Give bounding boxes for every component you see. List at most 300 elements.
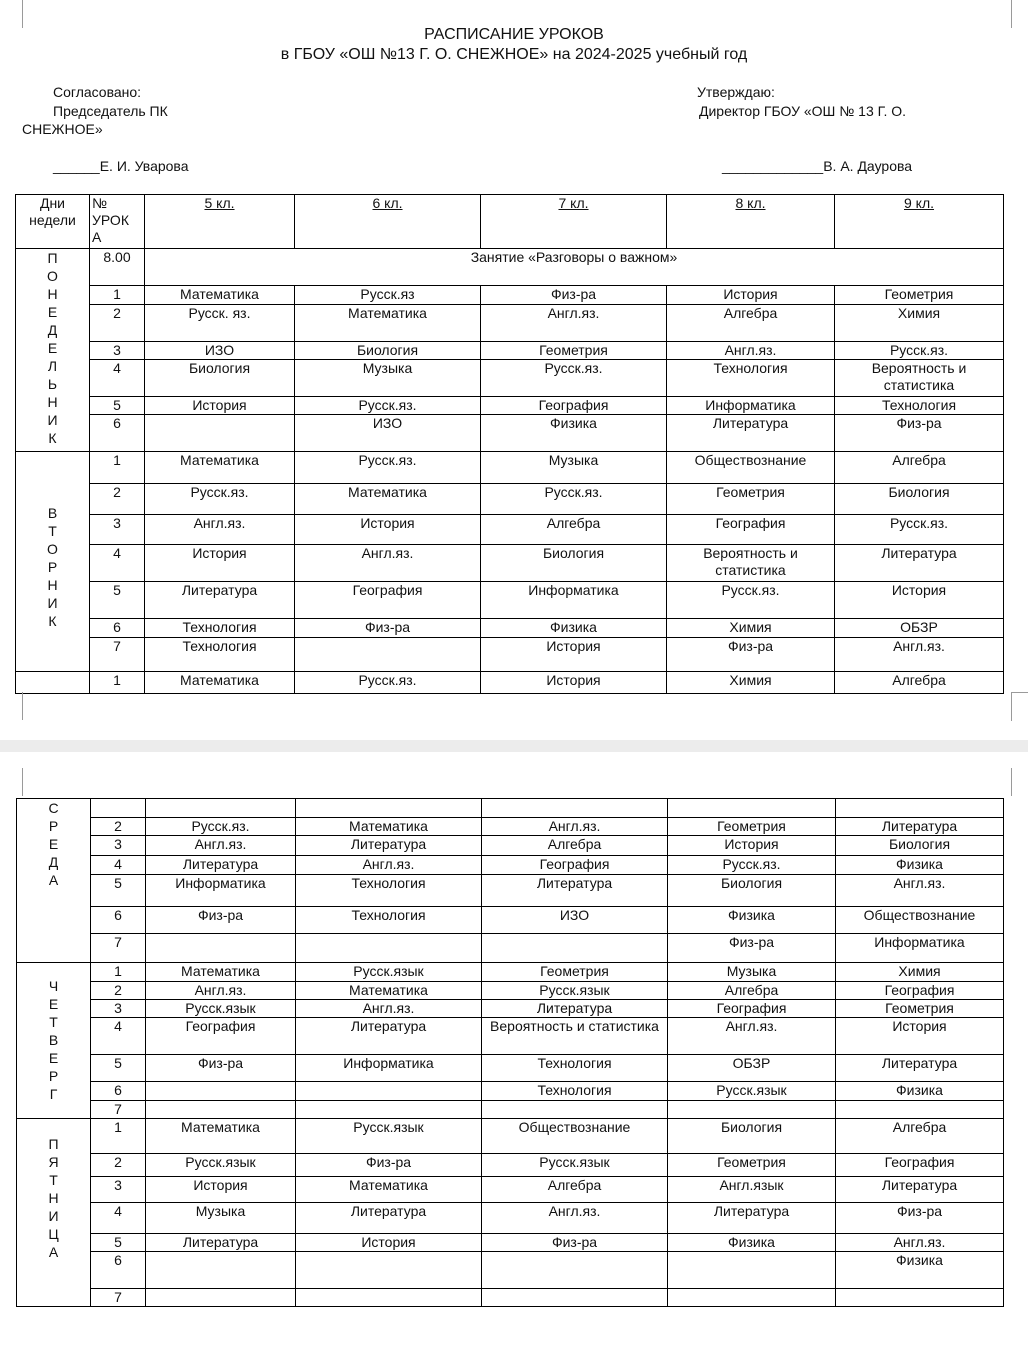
lesson-cell: Вероятность и статистика: [482, 1018, 668, 1055]
day-cell-tuesday: [16, 452, 90, 672]
lesson-cell: Химия: [835, 305, 1004, 342]
lesson-cell: Биология: [481, 545, 667, 582]
lesson-cell: Русск.яз.: [835, 515, 1004, 545]
lesson-cell: Математика: [295, 484, 481, 515]
lesson-cell: Геометрия: [836, 1000, 1004, 1018]
table-row: [16, 672, 1004, 694]
lesson-cell: География: [146, 1018, 296, 1055]
lesson-cell: [146, 799, 296, 818]
lesson-cell: Физика: [481, 619, 667, 638]
table-row: [17, 982, 1004, 1000]
lesson-cell: География: [668, 1000, 836, 1018]
lesson-cell: Физика: [836, 856, 1004, 875]
lesson-cell: Математика: [146, 963, 296, 982]
lesson-cell: Литература: [668, 1203, 836, 1234]
lesson-cell: Математика: [145, 452, 295, 484]
lesson-cell: Англ.яз.: [145, 515, 295, 545]
lesson-cell: Математика: [145, 286, 295, 305]
lesson-number: 6: [91, 1082, 146, 1101]
day-letter: Я: [48, 1154, 59, 1170]
lesson-cell: Технология: [835, 397, 1004, 415]
table-row: [17, 1154, 1004, 1177]
lesson-cell: Англ.яз.: [146, 836, 296, 856]
lesson-number: 6: [91, 1252, 146, 1289]
lesson-number: 6: [91, 907, 146, 934]
lesson-number-header: [90, 195, 145, 249]
lesson-cell: [296, 1289, 482, 1307]
table-row: [16, 249, 1004, 286]
lesson-cell: География: [667, 515, 835, 545]
day-letter: Ь: [47, 376, 58, 392]
lesson-cell: [295, 638, 481, 672]
table-row: [17, 1018, 1004, 1055]
table-row: [17, 1177, 1004, 1203]
lesson-cell: География: [481, 397, 667, 415]
lesson-number: 1: [91, 963, 146, 982]
lesson-cell: Русск.язык: [482, 1154, 668, 1177]
lesson-number: 3: [91, 1177, 146, 1203]
day-letter: Н: [48, 1190, 59, 1206]
day-letter: Р: [47, 559, 58, 575]
schedule-table-page-2: [16, 798, 1004, 1307]
table-row: [17, 963, 1004, 982]
lesson-cell: Русск.яз: [295, 286, 481, 305]
lesson-cell: Физика: [668, 1234, 836, 1252]
class-header: 7 кл.: [481, 195, 667, 249]
day-cell-wednesday-start: [16, 672, 90, 694]
day-letter: О: [47, 541, 58, 557]
table-row: [17, 875, 1004, 907]
lesson-cell: История: [835, 582, 1004, 619]
lesson-cell: Алгебра: [482, 1177, 668, 1203]
lesson-cell: Геометрия: [667, 484, 835, 515]
table-row: [17, 799, 1004, 818]
page-corner-mark: [1011, 692, 1028, 721]
lesson-cell: Биология: [668, 1119, 836, 1154]
days-header-line: недели: [29, 212, 76, 228]
lesson-cell: Физ-ра: [295, 619, 481, 638]
lesson-cell: Вероятность и статистика: [835, 360, 1004, 397]
lesson-cell: Англ.яз.: [667, 342, 835, 360]
day-letter: Г: [49, 1086, 58, 1102]
lesson-cell: Физика: [481, 415, 667, 452]
lesson-cell: География: [836, 982, 1004, 1000]
day-letter: Н: [47, 286, 58, 302]
lesson-cell: Русск.яз.: [145, 484, 295, 515]
lesson-cell: Информатика: [667, 397, 835, 415]
lesson-cell: Англ.яз.: [295, 545, 481, 582]
table-row: [16, 515, 1004, 545]
schedule-table-page-1: [15, 194, 1004, 694]
lesson-cell: Англ.яз.: [482, 1203, 668, 1234]
page-corner-mark: [22, 768, 24, 796]
lesson-number: 4: [90, 360, 145, 397]
table-row: [17, 1234, 1004, 1252]
lesson-cell: Литература: [296, 1018, 482, 1055]
lesson-cell: Информатика: [836, 934, 1004, 963]
lesson-cell: Англ.яз.: [835, 638, 1004, 672]
lesson-cell: Англ.язык: [668, 1177, 836, 1203]
lesson-cell: Англ.яз.: [668, 1018, 836, 1055]
lesson-cell: [668, 799, 836, 818]
table-row: [17, 1119, 1004, 1154]
lesson-cell: [146, 1101, 296, 1119]
lesson-cell: Литература: [482, 1000, 668, 1018]
table-row: [17, 1082, 1004, 1101]
lesson-number: [91, 799, 146, 818]
class-header: 6 кл.: [295, 195, 481, 249]
lesson-cell: Физ-ра: [146, 907, 296, 934]
lesson-cell: Математика: [295, 305, 481, 342]
day-letter: П: [47, 250, 58, 266]
day-letter: К: [48, 430, 57, 446]
day-letter: И: [47, 412, 58, 428]
lesson-cell: Русск.язык: [296, 1119, 482, 1154]
lesson-header-line: №: [92, 195, 108, 211]
lesson-number: 1: [91, 1119, 146, 1154]
lesson-number: 5: [90, 397, 145, 415]
lesson-cell: Русск.яз.: [295, 452, 481, 484]
lesson-cell: Биология: [145, 360, 295, 397]
lesson-number: 1: [90, 672, 145, 694]
lesson-cell: [836, 1289, 1004, 1307]
day-letter: Ц: [48, 1226, 59, 1242]
lesson-cell: [146, 934, 296, 963]
lesson-cell: Физ-ра: [482, 1234, 668, 1252]
table-row: [17, 1252, 1004, 1289]
event-cell: Занятие «Разговоры о важном»: [145, 249, 1004, 286]
lesson-cell: География: [295, 582, 481, 619]
day-letter: Е: [47, 304, 58, 320]
lesson-cell: Алгебра: [835, 452, 1004, 484]
lesson-cell: Физ-ра: [835, 415, 1004, 452]
lesson-cell: Литература: [835, 545, 1004, 582]
day-letter: Р: [48, 818, 59, 834]
lesson-number: 7: [91, 934, 146, 963]
agreed-label: Согласовано:: [53, 84, 142, 100]
lesson-cell: [296, 799, 482, 818]
lesson-cell: Физ-ра: [481, 286, 667, 305]
lesson-number: 4: [90, 545, 145, 582]
table-row: [16, 286, 1004, 305]
table-header-row: [16, 195, 1004, 249]
lesson-cell: [296, 934, 482, 963]
lesson-cell: [836, 1101, 1004, 1119]
lesson-cell: Информатика: [146, 875, 296, 907]
lesson-cell: Химия: [667, 672, 835, 694]
lesson-cell: История: [145, 545, 295, 582]
lesson-cell: Биология: [836, 836, 1004, 856]
lesson-cell: Литература: [145, 582, 295, 619]
day-letter: Т: [48, 523, 57, 539]
table-row: [16, 484, 1004, 515]
lesson-cell: Англ.яз.: [296, 1000, 482, 1018]
lesson-cell: Музыка: [146, 1203, 296, 1234]
lesson-cell: Физ-ра: [668, 934, 836, 963]
lesson-number: 2: [91, 982, 146, 1000]
lesson-cell: [482, 1289, 668, 1307]
lesson-cell: Биология: [668, 875, 836, 907]
lesson-cell: Англ.яз.: [836, 1234, 1004, 1252]
lesson-cell: ОБЗР: [835, 619, 1004, 638]
lesson-cell: История: [836, 1018, 1004, 1055]
lesson-cell: [145, 415, 295, 452]
table-row: [16, 415, 1004, 452]
lesson-cell: История: [667, 286, 835, 305]
lesson-cell: Музыка: [295, 360, 481, 397]
day-letter: Е: [48, 836, 59, 852]
table-row: [16, 638, 1004, 672]
lesson-cell: История: [296, 1234, 482, 1252]
day-letter: К: [48, 613, 57, 629]
lesson-cell: География: [836, 1154, 1004, 1177]
lesson-number: 2: [90, 305, 145, 342]
page-corner-mark: [0, 0, 23, 28]
day-letter: Е: [47, 340, 58, 356]
approve-role: Директор ГБОУ «ОШ № 13 Г. О.: [699, 103, 907, 119]
day-letter: А: [48, 872, 59, 888]
lesson-cell: Музыка: [481, 452, 667, 484]
lesson-cell: Русск. яз.: [145, 305, 295, 342]
lesson-cell: История: [481, 638, 667, 672]
lesson-cell: [482, 1101, 668, 1119]
day-letter: Ч: [48, 978, 59, 994]
lesson-number: 5: [91, 1055, 146, 1082]
lesson-cell: Геометрия: [668, 818, 836, 836]
approve-signature: _____________В. А. Даурова: [722, 158, 913, 174]
lesson-number: 4: [91, 1203, 146, 1234]
lesson-cell: Химия: [667, 619, 835, 638]
lesson-cell: Алгебра: [482, 836, 668, 856]
lesson-cell: Вероятность и статистика: [667, 545, 835, 582]
page-corner-mark: [1011, 0, 1013, 28]
agreed-role-line2: СНЕЖНОЕ»: [22, 121, 103, 137]
lesson-cell: ИЗО: [295, 415, 481, 452]
table-row: [16, 619, 1004, 638]
lesson-cell: Русск.яз.: [667, 582, 835, 619]
lesson-cell: Англ.яз.: [146, 982, 296, 1000]
day-letter: В: [48, 1032, 59, 1048]
lesson-number: 3: [90, 342, 145, 360]
day-letter: Д: [47, 322, 58, 338]
lesson-cell: Обществознание: [836, 907, 1004, 934]
lesson-header-line: А: [92, 229, 102, 245]
lesson-cell: Алгебра: [835, 672, 1004, 694]
lesson-cell: География: [482, 856, 668, 875]
day-letter: Н: [47, 577, 58, 593]
lesson-cell: [482, 934, 668, 963]
table-row: [16, 545, 1004, 582]
lesson-header-line: УРОК: [92, 212, 129, 228]
day-letter: С: [48, 800, 59, 816]
lesson-cell: Литература: [836, 1177, 1004, 1203]
lesson-number: 4: [91, 856, 146, 875]
class-header: 9 кл.: [835, 195, 1004, 249]
day-letter: И: [47, 595, 58, 611]
lesson-cell: [836, 799, 1004, 818]
page-corner-mark: [22, 692, 24, 720]
lesson-cell: Русск.яз.: [295, 397, 481, 415]
table-row: [16, 305, 1004, 342]
day-letter: Т: [49, 1172, 58, 1188]
day-cell-monday: [16, 249, 90, 452]
lesson-cell: Информатика: [296, 1055, 482, 1082]
lesson-cell: История: [146, 1177, 296, 1203]
day-letter: Н: [47, 394, 58, 410]
lesson-cell: ИЗО: [145, 342, 295, 360]
table-row: [17, 1055, 1004, 1082]
lesson-cell: Информатика: [481, 582, 667, 619]
lesson-cell: Химия: [836, 963, 1004, 982]
lesson-cell: Технология: [482, 1082, 668, 1101]
day-letter: Т: [49, 1014, 58, 1030]
lesson-cell: Русск.яз.: [481, 360, 667, 397]
lesson-cell: Англ.яз.: [482, 818, 668, 836]
lesson-number: 3: [91, 836, 146, 856]
day-cell-thursday: [17, 963, 91, 1119]
lesson-cell: [668, 1289, 836, 1307]
class-header: 5 кл.: [145, 195, 295, 249]
lesson-cell: [296, 1252, 482, 1289]
days-header-line: Дни: [39, 195, 66, 211]
lesson-cell: Англ.яз.: [836, 875, 1004, 907]
lesson-cell: Технология: [296, 875, 482, 907]
table-row: [17, 1203, 1004, 1234]
lesson-cell: [296, 1101, 482, 1119]
lesson-cell: Геометрия: [482, 963, 668, 982]
lesson-cell: Алгебра: [668, 982, 836, 1000]
document-subtitle: в ГБОУ «ОШ №13 Г. О. СНЕЖНОЕ» на 2024-2025 учебный год: [280, 46, 748, 63]
page-corner-mark: [1011, 768, 1013, 796]
lesson-number: 7: [90, 638, 145, 672]
day-letter: В: [47, 505, 58, 521]
lesson-cell: Литература: [296, 1203, 482, 1234]
agreed-role: Председатель ПК: [53, 103, 168, 119]
lesson-number: 1: [90, 286, 145, 305]
lesson-cell: Технология: [296, 907, 482, 934]
lesson-cell: Технология: [145, 619, 295, 638]
lesson-cell: Математика: [296, 1177, 482, 1203]
lesson-cell: Музыка: [668, 963, 836, 982]
lesson-cell: ОБЗР: [668, 1055, 836, 1082]
lesson-cell: Литература: [836, 818, 1004, 836]
lesson-cell: Русск.яз.: [481, 484, 667, 515]
lesson-number: 5: [91, 1234, 146, 1252]
lesson-cell: Математика: [145, 672, 295, 694]
lesson-cell: Математика: [146, 1119, 296, 1154]
lesson-cell: Геометрия: [668, 1154, 836, 1177]
table-row: [16, 582, 1004, 619]
lesson-number: 3: [90, 515, 145, 545]
lesson-cell: Русск.яз.: [295, 672, 481, 694]
lesson-cell: Русск.яз.: [835, 342, 1004, 360]
lesson-number: 6: [90, 415, 145, 452]
table-row: [16, 452, 1004, 484]
lesson-cell: [482, 799, 668, 818]
agreed-signature: ______Е. И. Уварова: [53, 158, 189, 174]
lesson-cell: Физ-ра: [146, 1055, 296, 1082]
lesson-cell: Физика: [836, 1252, 1004, 1289]
lesson-cell: [296, 1082, 482, 1101]
lesson-number: 1: [90, 452, 145, 484]
table-row: [17, 1101, 1004, 1119]
lesson-time: 8.00: [90, 249, 145, 286]
day-cell-friday: [17, 1119, 91, 1307]
document-title: РАСПИСАНИЕ УРОКОВ: [424, 26, 604, 43]
page-separator: [0, 740, 1028, 752]
lesson-cell: [482, 1252, 668, 1289]
lesson-number: 5: [90, 582, 145, 619]
day-letter: П: [48, 1136, 59, 1152]
lesson-cell: Русск.язык: [668, 1082, 836, 1101]
lesson-cell: [668, 1101, 836, 1119]
lesson-cell: Физика: [836, 1082, 1004, 1101]
lesson-cell: [146, 1082, 296, 1101]
lesson-cell: Русск.яз.: [146, 818, 296, 836]
lesson-cell: Литература: [836, 1055, 1004, 1082]
day-letter: Р: [48, 1068, 59, 1084]
table-row: [17, 1289, 1004, 1307]
lesson-number: 2: [90, 484, 145, 515]
lesson-cell: [146, 1289, 296, 1307]
lesson-cell: Математика: [296, 982, 482, 1000]
lesson-cell: Литература: [296, 836, 482, 856]
lesson-cell: Литература: [146, 856, 296, 875]
lesson-cell: Русск.яз.: [668, 856, 836, 875]
day-letter: О: [47, 268, 58, 284]
table-row: [16, 342, 1004, 360]
lesson-cell: Физ-ра: [836, 1203, 1004, 1234]
lesson-cell: Геометрия: [835, 286, 1004, 305]
lesson-cell: Математика: [296, 818, 482, 836]
lesson-cell: Геометрия: [481, 342, 667, 360]
days-header: [16, 195, 90, 249]
lesson-cell: Алгебра: [667, 305, 835, 342]
lesson-cell: Физ-ра: [296, 1154, 482, 1177]
day-cell-wednesday: [17, 799, 91, 963]
lesson-cell: Обществознание: [667, 452, 835, 484]
lesson-cell: Алгебра: [481, 515, 667, 545]
lesson-cell: Англ.яз.: [296, 856, 482, 875]
day-letter: И: [48, 1208, 59, 1224]
lesson-cell: Русск.язык: [482, 982, 668, 1000]
lesson-cell: Литература: [482, 875, 668, 907]
lesson-number: 6: [90, 619, 145, 638]
day-letter: Е: [48, 1050, 59, 1066]
day-letter: Д: [48, 854, 59, 870]
approve-label: Утверждаю:: [697, 84, 775, 100]
table-row: [16, 397, 1004, 415]
lesson-number: 4: [91, 1018, 146, 1055]
class-header: 8 кл.: [667, 195, 835, 249]
lesson-cell: Литература: [146, 1234, 296, 1252]
lesson-cell: Физ-ра: [667, 638, 835, 672]
lesson-cell: Русск.язык: [146, 1154, 296, 1177]
lesson-cell: Технология: [482, 1055, 668, 1082]
table-row: [17, 836, 1004, 856]
table-row: [17, 818, 1004, 836]
lesson-cell: Технология: [667, 360, 835, 397]
lesson-number: 5: [91, 875, 146, 907]
document-page-2: [0, 752, 1028, 1352]
table-row: [17, 1000, 1004, 1018]
lesson-cell: Обществознание: [482, 1119, 668, 1154]
lesson-number: 7: [91, 1101, 146, 1119]
table-row: [17, 856, 1004, 875]
lesson-number: 3: [91, 1000, 146, 1018]
day-letter: А: [48, 1244, 59, 1260]
lesson-cell: История: [295, 515, 481, 545]
